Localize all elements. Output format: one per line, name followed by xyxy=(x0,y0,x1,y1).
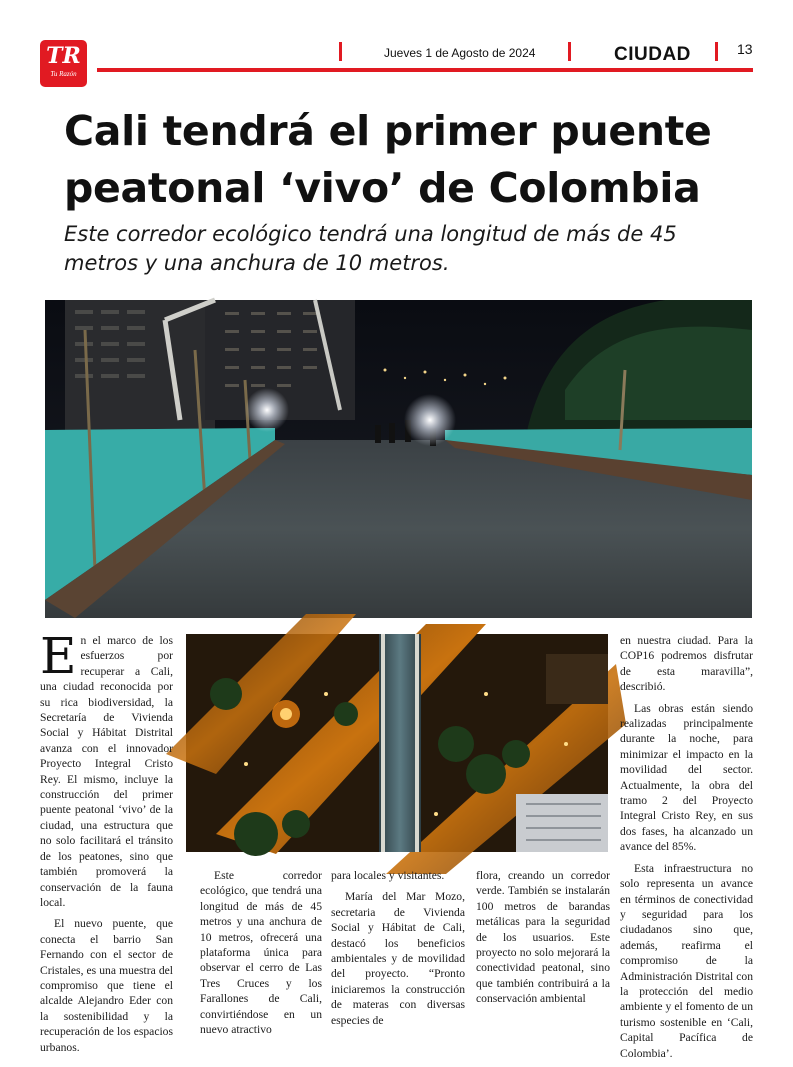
article-subheadline xyxy=(64,220,744,278)
body-column-1 xyxy=(40,627,173,1061)
headline-line: peatonal ‘vivo’ de Colombia xyxy=(64,164,701,212)
page-number: 13 xyxy=(737,41,753,57)
headline-line: Cali tendrá el primer puente xyxy=(64,107,712,155)
logo-letters: TR xyxy=(46,43,81,69)
subhead-line: metros y una anchura de 10 metros. xyxy=(64,251,450,275)
paragraph-text: n el marco de los esfuerzos por recuperar a Cali, una ciudad reconocida por su rica biodiversidad, la Secretaría de Vivienda Social y Hábitat Distrital avanza con el innovador Proyecto Integral Cristo Rey. El mismo, incluye la construcción del primer puente peatonal ‘vivo’ de la ciudad, una estructura que no solo facilitará el tránsito de los peatones, sino que también promoverá la conservación de la fauna local. xyxy=(40,634,173,909)
drop-cap: E xyxy=(40,627,77,685)
bridge-night-photo xyxy=(45,300,752,618)
aerial-bridge-photo xyxy=(186,634,608,852)
paragraph: Esta infraestructura no solo representa un avance en términos de conectividad y seguridad para los ciudadanos sino que, además, reafirma el compromiso de la Administración Distrital con la protección del medio ambiente y el fomento de un turismo sostenible en ‘Cali, Capital Pacífica de Colombia’. xyxy=(620,861,753,1060)
header-divider xyxy=(715,42,718,61)
newspaper-logo xyxy=(40,40,87,87)
body-column-5 xyxy=(620,633,753,1067)
header-divider xyxy=(339,42,342,61)
paragraph: Este corredor ecológico, que tendrá una longitud de más de 45 metros y una anchura de 10 metros, ofrecerá una plataforma única para observar el cerro de Las Tres Cruces y los Farallones de Cali, convirtiéndose en un nuevo atractivo xyxy=(200,869,322,1037)
paragraph: Las obras están siendo realizadas principalmente durante la noche, para minimizar el impacto en la movilidad del sector. Actualmente, la obra del tramo 2 del Proyecto Integral Cristo Rey, en sus dos fases, ha alcanzado un avance del 85%. xyxy=(620,701,753,854)
body-column-2 xyxy=(200,868,322,1043)
paragraph: flora, creando un corredor verde. También se instalarán 100 metros de barandas metálicas para la seguridad de los usuarios. Este proyecto no solo mejorará la conectividad peatonal, sino que también contribuirá a la conservación ambiental xyxy=(476,869,610,1006)
paragraph: María del Mar Mozo, secretaria de Vivienda Social y Hábitat de Cali, destacó los beneficios ambientales y de movilidad del proyecto. “Pronto iniciaremos la construcción de materas con diversas especies de xyxy=(331,890,465,1027)
issue-date: Jueves 1 de Agosto de 2024 xyxy=(384,46,536,60)
subhead-line: Este corredor ecológico tendrá una longitud de más de 45 xyxy=(64,222,677,246)
body-column-3 xyxy=(331,868,465,1034)
logo-tagline: Tu Razón xyxy=(50,70,77,78)
header-divider xyxy=(568,42,571,61)
paragraph: El nuevo puente, que conecta el barrio San Fernando con el sector de Cristales, es una muestra del compromiso que tiene el alcalde Alejandro Eder con la sostenibilidad y la recuperación de los espacios urbanos. xyxy=(40,917,173,1054)
paragraph: para locales y visitantes. xyxy=(331,869,445,882)
header-rule xyxy=(97,68,753,72)
article-headline xyxy=(64,103,764,217)
paragraph xyxy=(40,627,173,910)
paragraph: en nuestra ciudad. Para la COP16 podremos disfrutar de esta maravilla”, describió. xyxy=(620,634,753,694)
section-label: CIUDAD xyxy=(614,44,691,65)
body-column-4 xyxy=(476,868,610,1013)
